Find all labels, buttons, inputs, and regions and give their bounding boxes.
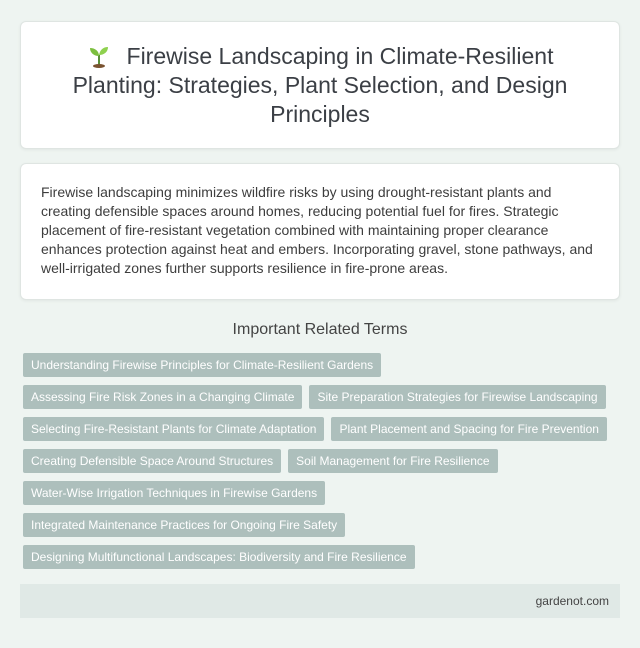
- related-term-tag[interactable]: Selecting Fire-Resistant Plants for Climate Adaptation: [23, 417, 324, 441]
- sprout-icon: [87, 44, 111, 68]
- related-term-tag[interactable]: Soil Management for Fire Resilience: [288, 449, 497, 473]
- related-term-tag[interactable]: Creating Defensible Space Around Structures: [23, 449, 281, 473]
- footer: [20, 584, 620, 618]
- summary-text: Firewise landscaping minimizes wildfire risks by using drought-resistant plants and creating defensible spaces around homes, reducing potential fuel for fires. Strategic placement of fire-resistant vegetation combined with maintaining proper clearance enhances protection against heat and embers. Incorporating gravel, stone pathways, and well-irrigated zones further supports resilience in fire-prone areas.: [41, 184, 593, 276]
- related-term-tag[interactable]: Plant Placement and Spacing for Fire Prevention: [331, 417, 606, 441]
- related-term-tag[interactable]: Water-Wise Irrigation Techniques in Firewise Gardens: [23, 481, 325, 505]
- summary-card: [20, 163, 620, 300]
- page-title-text: Firewise Landscaping in Climate-Resilient Planting: Strategies, Plant Selection, and Design Principles: [72, 42, 568, 127]
- footer-site-link[interactable]: gardenot.com: [535, 594, 609, 608]
- related-term-tag[interactable]: Understanding Firewise Principles for Climate-Resilient Gardens: [23, 353, 381, 377]
- related-term-tag[interactable]: Assessing Fire Risk Zones in a Changing Climate: [23, 385, 302, 409]
- related-term-tag[interactable]: Site Preparation Strategies for Firewise Landscaping: [309, 385, 605, 409]
- related-terms-heading: Important Related Terms: [232, 321, 408, 338]
- related-term-tag[interactable]: Designing Multifunctional Landscapes: Biodiversity and Fire Resilience: [23, 545, 415, 569]
- related-terms-list: [23, 353, 623, 569]
- page-title: [50, 42, 590, 129]
- related-term-tag[interactable]: Integrated Maintenance Practices for Ongoing Fire Safety: [23, 513, 345, 537]
- title-card: [20, 21, 620, 149]
